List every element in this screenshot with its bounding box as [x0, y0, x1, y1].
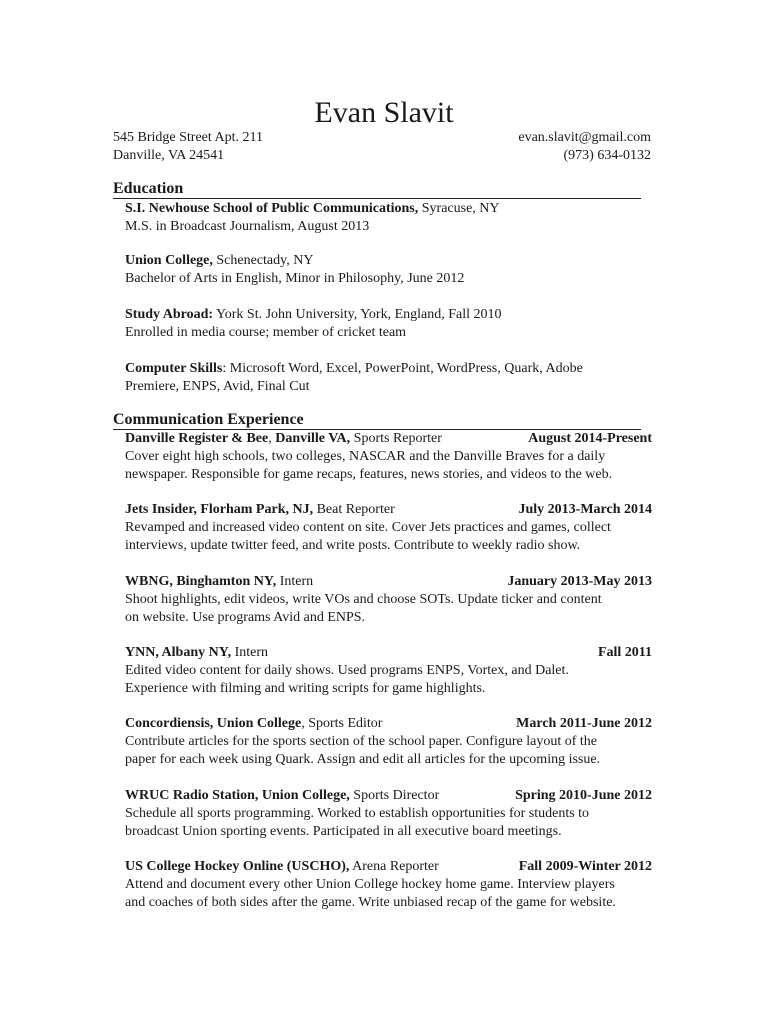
- job-org: YNN, Albany NY,: [125, 645, 232, 660]
- job-org: US College Hockey Online (USCHO),: [125, 859, 350, 874]
- job-entry: [125, 644, 652, 698]
- job-dates: Spring 2010-June 2012: [515, 788, 652, 803]
- entry-detail: Syracuse, NY: [418, 201, 500, 216]
- job-dates: January 2013-May 2013: [507, 574, 652, 589]
- experience-heading: Communication Experience: [113, 410, 641, 430]
- job-desc: Schedule all sports programming. Worked to establish opportunities for students to: [125, 806, 590, 821]
- job-role: Sports Reporter: [350, 431, 442, 446]
- job-desc: broadcast Union sporting events. Participated in all executive board meetings.: [125, 824, 562, 839]
- job-desc: Contribute articles for the sports section of the school paper. Configure layout of the: [125, 734, 597, 749]
- education-entry: [125, 252, 655, 288]
- job-org: WRUC Radio Station, Union College,: [125, 788, 350, 803]
- job-entry: [125, 858, 652, 912]
- job-dates: March 2011-June 2012: [516, 716, 652, 731]
- job-desc: on website. Use programs Avid and ENPS.: [125, 610, 366, 625]
- entry-title: S.I. Newhouse School of Public Communications,: [125, 201, 419, 216]
- job-desc: Shoot highlights, edit videos, write VOs and choose SOTs. Update ticker and content: [125, 592, 602, 607]
- job-role: Sports Director: [349, 788, 440, 803]
- resume-name: Evan Slavit: [314, 96, 454, 129]
- job-entry: [125, 715, 652, 769]
- job-role: Intern: [276, 574, 314, 589]
- entry-detail: : Microsoft Word, Excel, PowerPoint, WordPress, Quark, Adobe: [222, 361, 583, 376]
- job-desc: newspaper. Responsible for game recaps, features, news stories, and videos to the web.: [125, 467, 613, 482]
- address-line-1: 545 Bridge Street Apt. 211: [113, 130, 263, 145]
- job-role: Beat Reporter: [313, 502, 395, 517]
- job-dates: Fall 2009-Winter 2012: [518, 859, 652, 874]
- job-desc: Edited video content for daily shows. Used programs ENPS, Vortex, and Dalet.: [125, 663, 569, 678]
- job-desc: Attend and document every other Union College hockey home game. Interview players: [125, 877, 615, 892]
- entry-title: Union College,: [125, 253, 213, 268]
- job-desc: interviews, update twitter feed, and write posts. Contribute to weekly radio show.: [125, 538, 581, 553]
- job-desc: Revamped and increased video content on site. Cover Jets practices and games, collect: [125, 520, 611, 535]
- job-location: Danville VA,: [275, 431, 351, 446]
- education-heading: Education: [113, 179, 641, 199]
- education-entry: [125, 360, 655, 396]
- entry-detail: Schenectady, NY: [212, 253, 314, 268]
- entry-detail: York St. John University, York, England, Fall 2010: [213, 307, 502, 322]
- entry-line: Premiere, ENPS, Avid, Final Cut: [125, 379, 310, 394]
- job-org: Danville Register & Bee: [125, 431, 269, 446]
- address-line-2: Danville, VA 24541: [113, 148, 225, 163]
- job-entry: [125, 501, 652, 555]
- job-dates: July 2013-March 2014: [518, 502, 652, 517]
- entry-line: Bachelor of Arts in English, Minor in Philosophy, June 2012: [125, 271, 465, 286]
- phone-text: (973) 634-0132: [563, 148, 651, 163]
- job-entry: [125, 430, 652, 484]
- contact-block: [113, 129, 651, 165]
- education-entry: [125, 306, 655, 342]
- job-desc: and coaches of both sides after the game. Write unbiased recap of the game for website.: [125, 895, 616, 910]
- job-dates: Fall 2011: [597, 645, 652, 660]
- job-role: Intern: [231, 645, 269, 660]
- job-role: Arena Reporter: [349, 859, 439, 874]
- entry-line: M.S. in Broadcast Journalism, August 2013: [125, 219, 370, 234]
- job-desc: Cover eight high schools, two colleges, NASCAR and the Danville Braves for a daily: [125, 449, 606, 464]
- job-entry: [125, 787, 652, 841]
- job-role: , Sports Editor: [301, 716, 383, 731]
- job-org: Jets Insider, Florham Park, NJ,: [125, 502, 314, 517]
- job-entry: [125, 573, 652, 627]
- education-entry: [125, 200, 655, 236]
- job-org: Concordiensis, Union College: [125, 716, 302, 731]
- entry-line: Enrolled in media course; member of cricket team: [125, 325, 407, 340]
- job-dates: August 2014-Present: [528, 431, 652, 446]
- entry-title: Computer Skills: [125, 361, 223, 376]
- job-desc: Experience with filming and writing scripts for game highlights.: [125, 681, 486, 696]
- job-org: WBNG, Binghamton NY,: [125, 574, 277, 589]
- entry-title: Study Abroad:: [125, 307, 214, 322]
- job-sep: ,: [268, 431, 276, 446]
- email-text: evan.slavit@gmail.com: [518, 130, 651, 145]
- job-desc: paper for each week using Quark. Assign and edit all articles for the upcoming issue.: [125, 752, 601, 767]
